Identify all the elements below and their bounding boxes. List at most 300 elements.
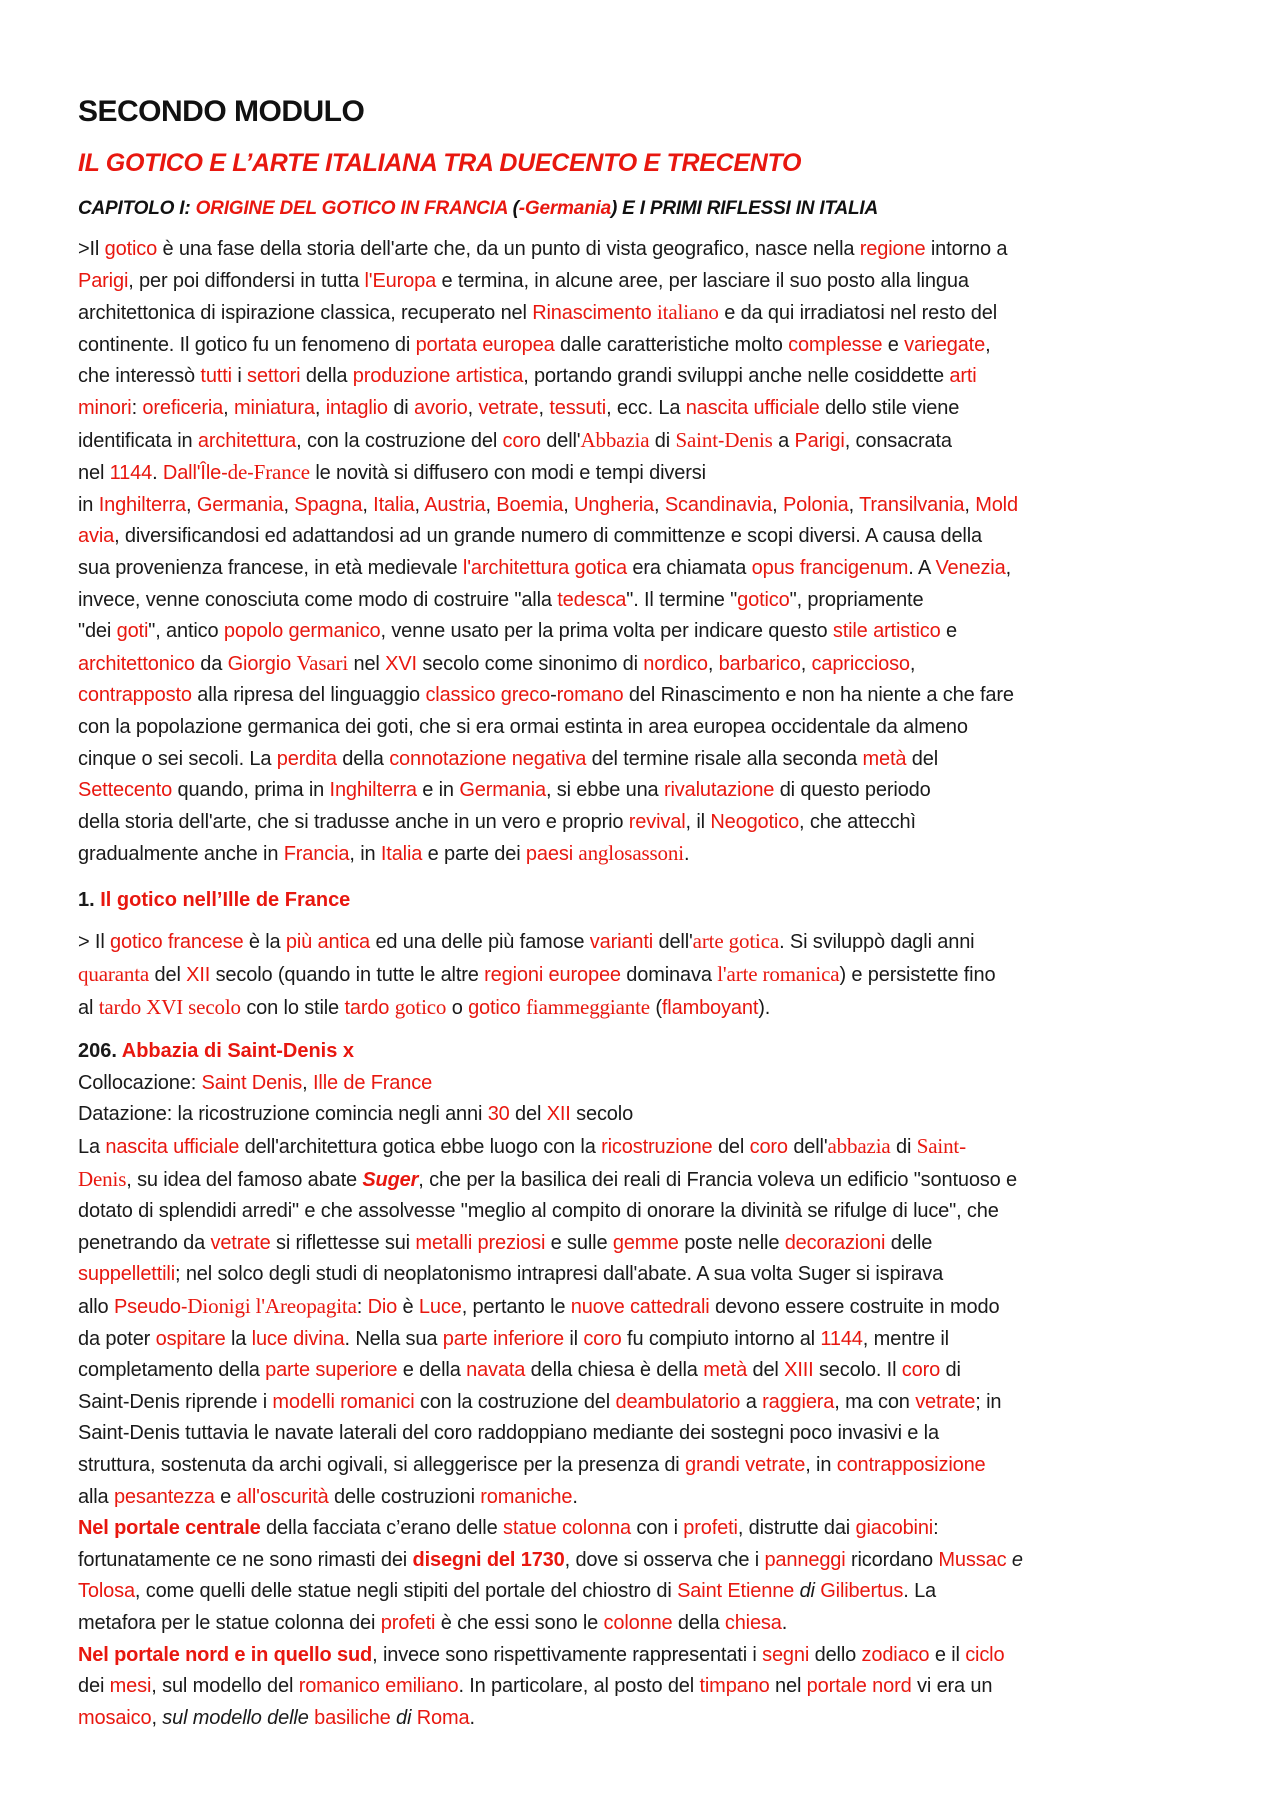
text-run: della	[672, 1611, 725, 1634]
text-line	[78, 680, 1210, 712]
text-run: è che essi sono le	[435, 1611, 604, 1634]
text-run: opus francigenum	[751, 556, 909, 579]
text-run: Venezia	[935, 556, 1006, 579]
text-line	[78, 1608, 1210, 1640]
text-run: XIII	[784, 1359, 814, 1382]
text-run: dell'	[653, 931, 693, 954]
text-run: Italia	[380, 843, 423, 866]
text-run: nuove cattedrali	[570, 1296, 710, 1318]
text-run: con lo stile	[240, 996, 345, 1019]
text-run: , che per la basilica dei reali di Francia voleva un edificio "sontuoso e	[418, 1168, 1018, 1191]
text-run: :	[356, 1296, 368, 1318]
text-run: di	[649, 429, 676, 452]
text-run: Parigi	[794, 429, 845, 452]
text-run: di	[890, 1136, 917, 1159]
text-run: identificata in	[78, 429, 198, 452]
text-run: settori	[247, 365, 301, 388]
text-run: varianti	[589, 931, 654, 954]
text-run: alla ripresa del linguaggio	[191, 684, 426, 707]
text-line	[78, 457, 1210, 490]
text-line	[78, 266, 1210, 298]
text-run: , sul modello del	[151, 1675, 299, 1698]
text-run: nel	[769, 1675, 807, 1698]
text-run: zodiaco	[861, 1643, 930, 1666]
text-line	[78, 393, 1210, 425]
text-run: fortunatamente ce ne sono rimasti dei	[78, 1548, 413, 1571]
text-run: Saint Denis	[201, 1071, 303, 1094]
text-line	[78, 1703, 1210, 1735]
text-run: avorio	[414, 396, 468, 419]
text-run: e il	[929, 1643, 966, 1666]
text-run: , su idea del famoso abate	[126, 1168, 363, 1191]
text-run: romanico emiliano	[298, 1675, 459, 1698]
text-run: oreficeria	[142, 396, 224, 419]
text-run: gemme	[612, 1231, 679, 1254]
text-run: raggiera	[762, 1390, 835, 1413]
text-run: con i	[630, 1517, 684, 1540]
text-run: revival	[628, 810, 686, 833]
text-run: CAPITOLO I:	[78, 198, 196, 219]
text-run: 1.	[78, 888, 101, 911]
text-run: 30	[487, 1103, 510, 1126]
text-run: . Si sviluppò dagli anni	[779, 931, 975, 954]
text-run: metà	[862, 747, 907, 770]
text-run: devono essere costruite in modo	[709, 1296, 1000, 1318]
text-line	[78, 807, 1210, 839]
text-run: ,	[909, 652, 916, 675]
text-run: (	[649, 996, 662, 1019]
text-run: e in	[416, 779, 460, 802]
text-line	[78, 926, 1210, 959]
text-line	[78, 712, 1210, 744]
text-run: Nel portale nord e in quello sud	[78, 1643, 373, 1666]
text-run: Vasari	[296, 650, 349, 675]
text-run: 1144	[109, 462, 153, 485]
text-run: vi era un	[911, 1675, 993, 1698]
text-run: ,	[964, 493, 976, 516]
text-run: a	[772, 429, 795, 452]
text-run: Settecento	[78, 779, 173, 802]
text-run: , per poi diffondersi in tutta	[128, 269, 365, 292]
text-line	[78, 1228, 1210, 1260]
text-run: ,	[772, 493, 783, 516]
text-run: arte gotica	[692, 929, 780, 954]
text-line	[78, 553, 1210, 585]
text-run: metalli preziosi	[415, 1231, 546, 1254]
text-run: architettonica di ispirazione classica, recuperato nel	[78, 302, 533, 325]
text-run: dello	[809, 1643, 862, 1666]
text-line	[78, 1099, 1210, 1131]
text-run: , in	[349, 843, 381, 866]
text-run: Mussac	[938, 1548, 1007, 1571]
text-run: de	[227, 460, 248, 485]
text-run: Austria	[424, 493, 486, 516]
text-run: con la popolazione germanica dei goti, che si era ormai estinta in area europea occidentale da almeno	[78, 715, 968, 738]
text-run: fiammeggiante	[525, 994, 650, 1019]
text-run: profeti	[380, 1611, 436, 1634]
text-run: Denis	[78, 1166, 127, 1191]
text-run: Luce	[418, 1296, 462, 1318]
text-run: giacobini	[855, 1517, 934, 1540]
text-run: è	[397, 1296, 419, 1318]
text-run: -	[221, 462, 228, 485]
text-run: ,	[538, 396, 550, 419]
text-run: da	[194, 652, 228, 675]
text-run: , che attecchì	[799, 810, 916, 833]
text-run: della facciata c’erano delle	[260, 1517, 503, 1540]
text-run: fu compiuto intorno al	[621, 1327, 821, 1350]
text-run: di	[387, 396, 414, 419]
text-line	[78, 1196, 1210, 1228]
text-line	[78, 1671, 1210, 1703]
text-run: France	[253, 460, 310, 485]
text-run: Saint-	[916, 1134, 966, 1159]
text-run: colonne	[603, 1611, 673, 1634]
text-run: del Rinascimento e non ha niente a che fare	[623, 684, 1014, 707]
text-run: cinque o sei secoli. La	[78, 747, 277, 770]
text-run: produzione artistica	[352, 365, 524, 388]
text-run: flamboyant	[661, 996, 759, 1019]
text-run: -	[550, 684, 557, 707]
text-run: greco	[500, 684, 551, 707]
text-run: Pseudo	[113, 1296, 181, 1318]
text-run: ricordano	[845, 1548, 939, 1571]
text-line	[78, 1482, 1210, 1514]
text-run: segni	[762, 1643, 810, 1666]
text-line	[78, 1513, 1210, 1545]
text-line	[78, 744, 1210, 776]
text-run: della	[336, 747, 390, 770]
text-run: 1144	[820, 1327, 863, 1350]
entry-paragraph	[78, 1068, 1210, 1734]
text-line	[78, 330, 1210, 362]
text-run: goti	[116, 620, 149, 643]
text-run: penetrando da	[78, 1231, 211, 1254]
text-run: Saint-Denis tuttavia le navate laterali del coro raddoppiano mediante dei sostegni poco invasivi e la	[78, 1422, 939, 1445]
text-run: .	[152, 462, 163, 485]
text-run: Boemia	[496, 493, 564, 516]
text-run: Gilibertus	[820, 1580, 904, 1603]
text-line	[78, 1164, 1210, 1197]
text-run: e	[214, 1485, 237, 1508]
text-run: intaglio	[325, 396, 388, 419]
text-run: Mold	[975, 493, 1018, 516]
text-run: architettura	[197, 429, 297, 452]
text-run: Polonia	[782, 493, 849, 516]
text-run: dell'	[787, 1136, 828, 1159]
text-line	[78, 1418, 1210, 1450]
text-run: , in	[805, 1453, 837, 1476]
text-line	[78, 1068, 1210, 1100]
text-run: XII	[546, 1103, 571, 1126]
text-run: di questo periodo	[774, 779, 931, 802]
text-run: panneggi	[764, 1548, 846, 1571]
text-run: contrapposto	[78, 684, 192, 707]
text-run: Il gotico nell’Ille de France	[100, 888, 351, 911]
text-run: coro	[583, 1327, 622, 1350]
text-run: tardo	[344, 996, 395, 1019]
text-run: grandi vetrate	[685, 1453, 806, 1476]
text-run: -	[180, 1296, 188, 1318]
text-run: ORIGINE DEL GOTICO IN FRANCIA	[195, 198, 508, 219]
text-run: gradualmente anche in	[78, 843, 284, 866]
text-run: al	[78, 996, 99, 1019]
text-run: contrapposizione	[836, 1453, 986, 1476]
text-run: ,	[707, 652, 719, 675]
text-run: parte inferiore	[442, 1327, 564, 1350]
text-run: mesi	[109, 1675, 152, 1698]
text-run: dalle caratteristiche molto	[554, 333, 789, 356]
text-run: portata europea	[415, 333, 555, 356]
text-run: ,	[151, 1706, 163, 1729]
text-run: , si ebbe una	[545, 779, 664, 802]
text-run: ,	[283, 493, 295, 516]
text-run: in	[78, 493, 99, 516]
text-run: navata	[466, 1359, 526, 1382]
entry-heading	[78, 1036, 1210, 1068]
text-line	[78, 297, 1210, 330]
text-run: , dove si osserva che i	[564, 1548, 765, 1571]
text-run: e da qui irradiatosi nel resto del	[718, 302, 998, 325]
text-run: alla	[78, 1485, 114, 1508]
text-line	[78, 1576, 1210, 1608]
text-run: ,	[302, 1071, 313, 1094]
text-run: . A	[908, 556, 936, 579]
text-run: .	[781, 1611, 788, 1634]
text-run: del	[712, 1136, 750, 1159]
text-run: "dei	[78, 620, 117, 643]
text-run: timpano	[699, 1675, 770, 1698]
text-run: ) e persistette fino	[839, 964, 996, 987]
text-run: ", propriamente	[789, 588, 924, 611]
text-run: Dionigi l'Areopagita	[187, 1294, 357, 1318]
text-run: .	[683, 843, 690, 866]
text-run: nascita ufficiale	[685, 396, 820, 419]
text-run: Giorgio	[227, 652, 297, 675]
text-run: la	[225, 1327, 252, 1350]
text-run: e	[882, 333, 905, 356]
text-run: metafora per le statue colonna dei	[78, 1611, 381, 1634]
text-run: e della	[397, 1359, 467, 1382]
text-run: del	[149, 964, 187, 987]
text-run: dell'	[540, 429, 581, 452]
text-run: ).	[758, 996, 771, 1019]
text-run: che interessò	[78, 365, 201, 388]
text-run: Spagna	[294, 493, 363, 516]
text-run: ,	[1005, 556, 1011, 579]
text-run: continente. Il gotico fu un fenomeno di	[78, 333, 416, 356]
text-run: all'oscurità	[236, 1485, 329, 1508]
text-run: ed una delle più famose	[370, 931, 590, 954]
text-run: ,	[800, 652, 812, 675]
text-run: Rinascimento	[532, 302, 657, 325]
text-run: , ecc. La	[606, 396, 686, 419]
text-line	[78, 425, 1210, 458]
text-run: con la costruzione del	[414, 1390, 616, 1413]
text-run: mosaico	[78, 1706, 152, 1729]
text-run: capriccioso	[811, 652, 910, 675]
text-run: era chiamata	[627, 556, 752, 579]
text-run: vetrate	[478, 396, 539, 419]
text-run: gotico	[468, 996, 526, 1019]
text-run: ; nel solco degli studi di neoplatonismo intrapresi dall'abate. A sua volta Suger si ispirava	[175, 1263, 944, 1286]
text-run: Parigi	[78, 269, 129, 292]
text-run: architettonico	[78, 652, 195, 675]
text-run: ,	[414, 493, 425, 516]
text-run: struttura, sostenuta da archi ogivali, si alleggerisce per la presenza di	[78, 1453, 686, 1476]
text-run: XII	[186, 964, 211, 987]
text-run: decorazioni	[784, 1231, 886, 1254]
document-page	[78, 92, 1210, 1734]
text-run: tutti	[200, 365, 232, 388]
text-run: metà	[703, 1359, 748, 1382]
text-run: . La	[903, 1580, 937, 1603]
text-run: avia	[78, 525, 115, 548]
text-run: luce divina	[251, 1327, 345, 1350]
text-run: o	[446, 996, 469, 1019]
text-run: perdita	[276, 747, 337, 770]
text-run: -	[247, 462, 254, 485]
text-run: del	[509, 1103, 547, 1126]
text-run: paesi	[525, 843, 579, 866]
text-run: Abbazia di Saint-Denis x	[121, 1040, 355, 1063]
text-run: tedesca	[557, 588, 627, 611]
text-run: , diversificandosi ed adattandosi ad un grande numero di committenze e scopi diversi. A causa della	[114, 525, 982, 548]
text-run: nel	[78, 462, 110, 485]
text-run: , venne usato per la prima volta per indicare questo	[380, 620, 833, 643]
section-1-paragraph	[78, 926, 1210, 1024]
text-run: e termina, in alcune aree, per lasciare il suo posto alla lingua	[436, 269, 969, 292]
text-line	[78, 1545, 1210, 1577]
text-run: . Nella sua	[344, 1327, 443, 1350]
text-run: Inghilterra	[329, 779, 417, 802]
text-run: Saint Etienne	[677, 1580, 795, 1603]
text-run: secolo (quando in tutte le altre	[210, 964, 485, 987]
text-run: gotico	[104, 238, 158, 260]
text-run: invece, venne conosciuta come modo di costruire "alla	[78, 588, 558, 611]
text-run: -Germania	[518, 198, 611, 219]
text-run: , invece sono rispettivamente rappresentati i	[372, 1643, 763, 1666]
text-run: dotato di splendidi arredi" e che assolvesse "meglio al compito di onorare la divinità se rifulge di luce", che	[78, 1200, 999, 1223]
text-run: , portando grandi sviluppi anche nelle cosiddette	[523, 365, 950, 388]
text-run: e	[940, 620, 958, 643]
text-run: nascita ufficiale	[105, 1136, 240, 1159]
text-line	[78, 616, 1210, 648]
text-run: secolo	[570, 1103, 634, 1126]
text-run: > Il	[78, 931, 111, 954]
text-run: regioni europee	[484, 964, 621, 987]
text-run: quaranta	[78, 962, 150, 987]
text-run: .	[469, 1706, 475, 1729]
text-run: popolo germanico	[223, 620, 381, 643]
text-run: arti	[949, 365, 977, 388]
text-run: Collocazione:	[78, 1071, 202, 1094]
text-run: è una fase della storia dell'arte che, da un punto di vista geografico, nasce nella	[157, 238, 860, 260]
text-line	[78, 1291, 1210, 1324]
text-run: è la	[243, 931, 286, 954]
text-run: Denis	[724, 427, 773, 452]
text-line	[78, 959, 1210, 992]
text-line	[78, 521, 1210, 553]
text-run: del termine risale alla seconda	[586, 747, 863, 770]
text-run: Germania	[196, 493, 284, 516]
text-run: ospitare	[155, 1327, 226, 1350]
text-run: da poter	[78, 1327, 156, 1350]
text-run: Tolosa	[78, 1580, 135, 1603]
text-run: Roma	[416, 1706, 470, 1729]
text-run: Dall'Île	[162, 462, 222, 485]
text-run: chiesa	[724, 1611, 782, 1634]
text-run: il	[563, 1327, 584, 1350]
text-run: Germania	[459, 779, 546, 802]
text-run: (	[507, 198, 519, 219]
text-run: disegni del 1730	[412, 1548, 565, 1571]
text-run: portale nord	[806, 1675, 912, 1698]
text-run: dello stile viene	[819, 396, 960, 419]
intro-paragraph	[78, 234, 1210, 871]
text-run: anglosassoni	[578, 841, 684, 866]
text-line	[78, 1324, 1210, 1356]
text-run: allo	[78, 1296, 114, 1318]
text-run: poste nelle	[678, 1231, 785, 1254]
text-run: delle	[885, 1231, 933, 1254]
text-run: si riflettesse sui	[270, 1231, 416, 1254]
text-run: ,	[485, 493, 497, 516]
text-run: . In particolare, al posto del	[458, 1675, 700, 1698]
text-run: a	[740, 1390, 763, 1413]
text-run: ; in	[975, 1390, 1002, 1413]
text-run: ricostruzione	[601, 1136, 713, 1159]
text-run: ,	[223, 396, 234, 419]
text-run: , il	[685, 810, 711, 833]
text-run: Ille de France	[313, 1071, 433, 1094]
text-run: coro	[502, 429, 541, 452]
text-line	[78, 1259, 1210, 1291]
text-line	[78, 648, 1210, 681]
text-run: e sulle	[545, 1231, 613, 1254]
text-run: -	[717, 429, 725, 452]
text-run: , ma con	[834, 1390, 916, 1413]
text-run: La	[78, 1136, 106, 1159]
text-run: l'arte romanica	[717, 962, 840, 987]
text-line	[78, 1131, 1210, 1164]
text-run: gotico francese	[110, 931, 244, 954]
text-run: ,	[185, 493, 197, 516]
text-run: intorno a	[925, 238, 1008, 260]
text-run: >Il	[78, 238, 105, 260]
text-run: :	[131, 396, 143, 419]
text-run: ,	[985, 333, 991, 356]
text-line	[78, 234, 1210, 266]
text-run: sua provenienza francese, in età medievale	[78, 556, 463, 579]
text-run: ,	[848, 493, 860, 516]
text-run: barbarico	[718, 652, 801, 675]
text-run: i	[231, 365, 248, 388]
text-run: vetrate	[210, 1231, 271, 1254]
module-title: SECONDO MODULO	[78, 95, 365, 128]
text-run: classico	[425, 684, 496, 707]
text-run: coro	[901, 1359, 941, 1382]
text-run: , distrutte dai	[737, 1517, 856, 1540]
text-run: ,	[563, 493, 575, 516]
text-run: ". Il termine "	[626, 588, 738, 611]
text-run: della	[300, 365, 353, 388]
text-run: di	[940, 1359, 961, 1382]
text-run: dominava	[620, 964, 718, 987]
text-run: ,	[314, 396, 326, 419]
chapter-title	[78, 194, 1210, 224]
text-run: Scandinavia	[664, 493, 773, 516]
